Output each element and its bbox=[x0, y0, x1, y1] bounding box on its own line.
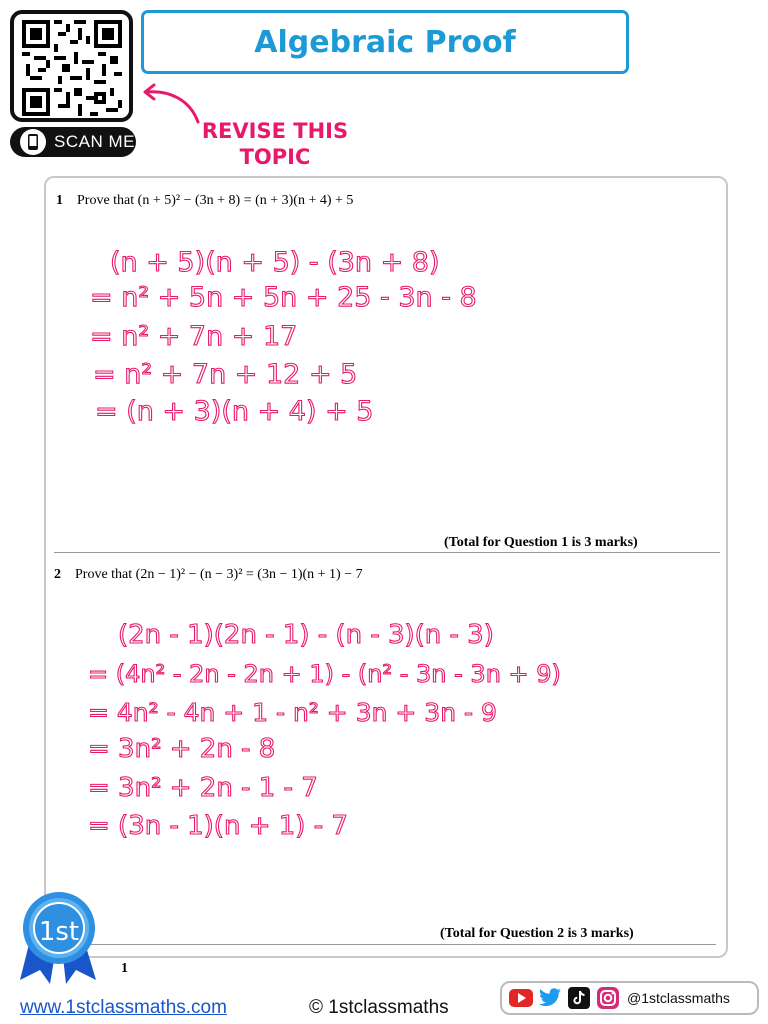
working-line: = 3n² + 2n - 1 - 7 bbox=[88, 773, 318, 803]
working-line: = (4n² - 2n - 2n + 1) - (n² - 3n - 3n + 9) bbox=[88, 660, 561, 688]
social-bar bbox=[500, 981, 759, 1015]
revise-line-2: TOPIC bbox=[239, 145, 311, 169]
instagram-icon[interactable] bbox=[596, 987, 620, 1009]
twitter-icon[interactable] bbox=[538, 987, 562, 1009]
social-handle[interactable]: @1stclassmaths bbox=[627, 990, 730, 1006]
question-1-total: (Total for Question 1 is 3 marks) bbox=[444, 535, 638, 550]
working-line: = 3n² + 2n - 8 bbox=[88, 734, 276, 764]
working-line: = n² + 7n + 12 + 5 bbox=[93, 359, 358, 390]
website-link[interactable]: www.1stclassmaths.com bbox=[20, 997, 227, 1018]
question-number: 2 bbox=[54, 567, 61, 582]
working-line: (n + 5)(n + 5) - (3n + 8) bbox=[110, 247, 440, 278]
tiktok-icon[interactable] bbox=[567, 987, 591, 1009]
divider bbox=[54, 552, 720, 553]
revise-line-1: REVISE THIS bbox=[201, 119, 349, 143]
question-2-prompt bbox=[54, 567, 363, 583]
question-number: 1 bbox=[56, 193, 63, 208]
youtube-icon[interactable] bbox=[509, 987, 533, 1009]
working-line: = n² + 7n + 17 bbox=[90, 321, 298, 352]
working-line: (2n - 1)(2n - 1) - (n - 3)(n - 3) bbox=[118, 620, 494, 650]
first-place-badge bbox=[12, 888, 108, 988]
working-line: = 4n² - 4n + 1 - n² + 3n + 3n - 9 bbox=[88, 698, 497, 727]
question-text: Prove that (2n − 1)² − (n − 3)² = (3n − 1)(n + 1) − 7 bbox=[75, 567, 363, 582]
working-line: = (n + 3)(n + 4) + 5 bbox=[95, 396, 374, 427]
page-number: 1 bbox=[121, 961, 128, 976]
working-line: = n² + 5n + 5n + 25 - 3n - 8 bbox=[90, 282, 477, 313]
question-2-total: (Total for Question 2 is 3 marks) bbox=[440, 926, 634, 941]
scan-me-label: SCAN ME bbox=[54, 132, 135, 151]
working-line: = (3n - 1)(n + 1) - 7 bbox=[88, 811, 348, 841]
copyright: © 1stclassmaths bbox=[309, 997, 449, 1018]
question-text: Prove that (n + 5)² − (3n + 8) = (n + 3)(n + 4) + 5 bbox=[77, 193, 354, 208]
divider bbox=[54, 944, 716, 945]
badge-text: 1st bbox=[38, 917, 80, 947]
page-title: Algebraic Proof bbox=[254, 24, 516, 60]
